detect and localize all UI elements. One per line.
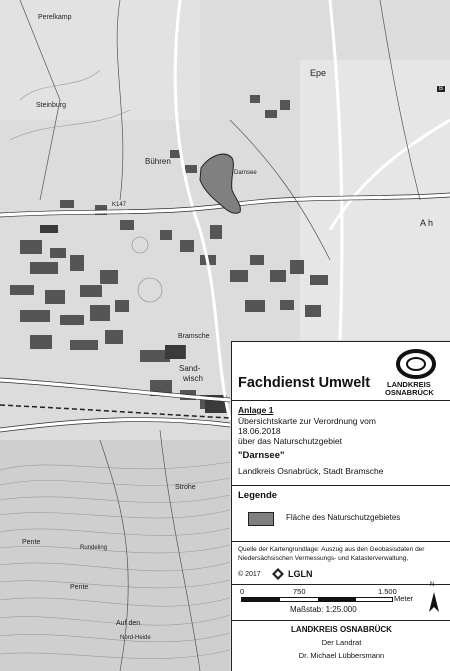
annex-desc-line1: Übersichtskarte zur Verordnung vom <box>238 416 376 426</box>
place-label: Strohe <box>175 484 196 491</box>
forest-area <box>0 440 230 671</box>
scale-tick-label: 1.500 <box>378 587 397 596</box>
source-line2: Niedersächsischen Vermessungs- und Katasterverwaltung, <box>238 555 409 562</box>
scale-caption: Maßstab: 1:25.000 <box>290 605 357 614</box>
place-label: Nord-Heide <box>120 635 151 641</box>
district-text: Landkreis Osnabrück, Stadt Bramsche <box>238 466 384 476</box>
divider <box>232 584 450 585</box>
legend-heading: Legende <box>238 490 278 501</box>
divider <box>232 620 450 621</box>
legend-swatch <box>248 512 274 526</box>
footer-role: Der Landrat <box>321 638 362 647</box>
annex-desc-line3: über das Naturschutzgebiet <box>238 436 342 446</box>
org-logo-text-line2: OSNABRÜCK <box>385 388 434 397</box>
place-label: wisch <box>183 374 204 383</box>
place-label: Darnsee <box>234 170 257 176</box>
source-line1: Quelle der Kartengrundlage: Auszug aus den Geobasisdaten der <box>238 546 425 553</box>
divider <box>232 485 450 486</box>
footer-name: Dr. Michael Lübbersmann <box>298 651 385 660</box>
scale-tick-label: 0 <box>240 587 245 596</box>
place-label: Perelkamp <box>38 14 72 21</box>
place-label: Rundeling <box>80 545 108 551</box>
place-label: A h <box>420 218 434 228</box>
annex-label: Anlage 1 <box>238 405 274 415</box>
reserve-name: "Darnsee" <box>238 450 285 461</box>
copyright: © 2017 <box>238 571 261 578</box>
north-label: N <box>430 582 435 588</box>
place-label: Epe <box>310 68 327 78</box>
scale-unit: Meter <box>394 594 414 603</box>
department-title: Fachdienst Umwelt <box>238 375 371 391</box>
place-label: Sand- <box>179 364 201 373</box>
road-label: B <box>439 86 444 92</box>
road-label: K147 <box>112 202 127 208</box>
lgln-logo-text: LGLN <box>288 569 313 579</box>
place-label: Pente <box>70 584 89 591</box>
place-label: Bramsche <box>178 333 210 340</box>
org-logo-text-line1: LANDKREIS <box>387 380 431 389</box>
place-label: Bühren <box>145 157 171 166</box>
place-label: Steinburg <box>36 102 66 109</box>
annex-desc-line2: 18.06.2018 <box>238 426 281 436</box>
divider <box>232 400 450 401</box>
scale-tick-label: 750 <box>293 587 306 596</box>
legend-panel <box>231 341 450 671</box>
lgln-logo-icon <box>270 566 286 582</box>
footer-title: LANDKREIS OSNABRÜCK <box>291 625 392 634</box>
place-label: Pente <box>22 539 41 546</box>
place-label: Auf den <box>116 620 141 627</box>
scale-bar <box>241 597 393 602</box>
landkreis-logo-icon <box>395 349 437 379</box>
north-arrow-icon <box>426 588 442 616</box>
divider <box>232 541 450 542</box>
legend-item-label: Fläche des Naturschutzgebietes <box>286 513 401 522</box>
